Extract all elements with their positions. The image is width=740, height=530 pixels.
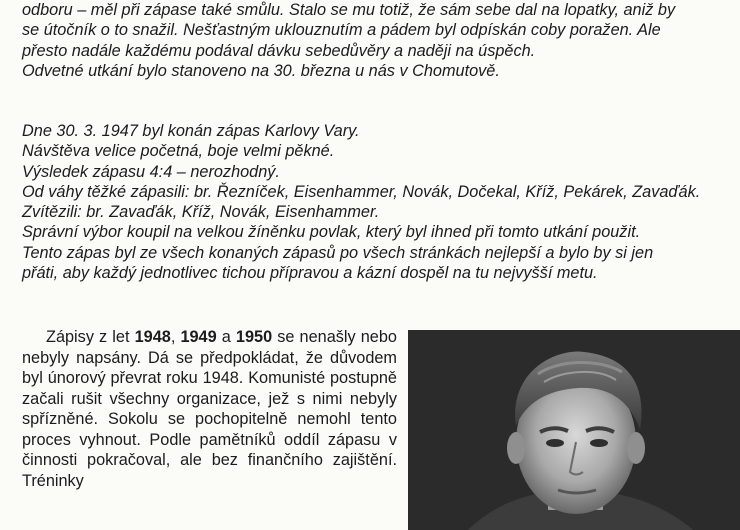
text-line: přáti, aby každý jednotlivec tichou přípravou a kázní dospěl na tu nejvyšší metu. — [22, 264, 598, 283]
year-1949: 1949 — [180, 328, 217, 346]
text-line: Výsledek zápasu 4:4 – nerozhodný. — [22, 162, 280, 181]
portrait-photo — [408, 330, 740, 530]
text-line: Odvetné utkání bylo stanoveno na 30. března u nás v Chomutově. — [22, 61, 500, 80]
paragraph-rest: se nenašly nebo nebyly napsány. Dá se předpokládat, že důvodem byl únorový převrat roku 1948. Komunisté postupně začali rušit všechny organizace, jež s nimi nebyly spřízněné. Sokolu se pochopitelně nemohl tento proces vyhnout. Podle pamětníků oddíl zápasu v činnosti pokračoval, ale bez finančního zajištění. Tréninky — [22, 328, 397, 490]
separator: a — [216, 328, 236, 346]
text-line: Správní výbor koupil na velkou žíněnku povlak, který byl ihned při tomto utkání použit. — [22, 223, 641, 242]
body-paragraph — [22, 327, 397, 491]
portrait-illustration — [408, 330, 740, 530]
year-1950: 1950 — [235, 328, 273, 346]
report-continuation — [22, 0, 722, 81]
text-line: Od váhy těžké zápasili: br. Řezníček, Eisenhammer, Novák, Dočekal, Kříž, Pekárek, Zavaďák. — [22, 182, 701, 201]
text-line: Zvítězili: br. Zavaďák, Kříž, Novák, Eisenhammer. — [22, 203, 380, 222]
paragraph — [22, 327, 397, 491]
text-line: Dne 30. 3. 1947 byl konán zápas Karlovy Vary. — [22, 122, 360, 140]
paragraph-intro: Zápisy z let — [46, 328, 135, 346]
text-line: Tento zápas byl ze všech konaných zápasů po všech stránkách nejlepší a bylo by si jen — [22, 243, 654, 262]
text-line: se útočník o to snažil. Nešťastným uklouznutím a pádem byl odpískán coby poražen. Ale — [22, 21, 661, 40]
text-line: přesto nadále každému podával dávku sebedůvěry a naději na úspěch. — [22, 41, 536, 60]
separator: , — [170, 328, 181, 346]
match-record — [22, 121, 722, 283]
text-line: Návštěva velice početná, boje velmi pěkné. — [22, 142, 335, 161]
text-line: odboru – měl při zápase také smůlu. Stalo se mu totiž, že sám sebe dal na lopatky, aniž by — [22, 1, 676, 19]
year-1948: 1948 — [134, 328, 171, 346]
